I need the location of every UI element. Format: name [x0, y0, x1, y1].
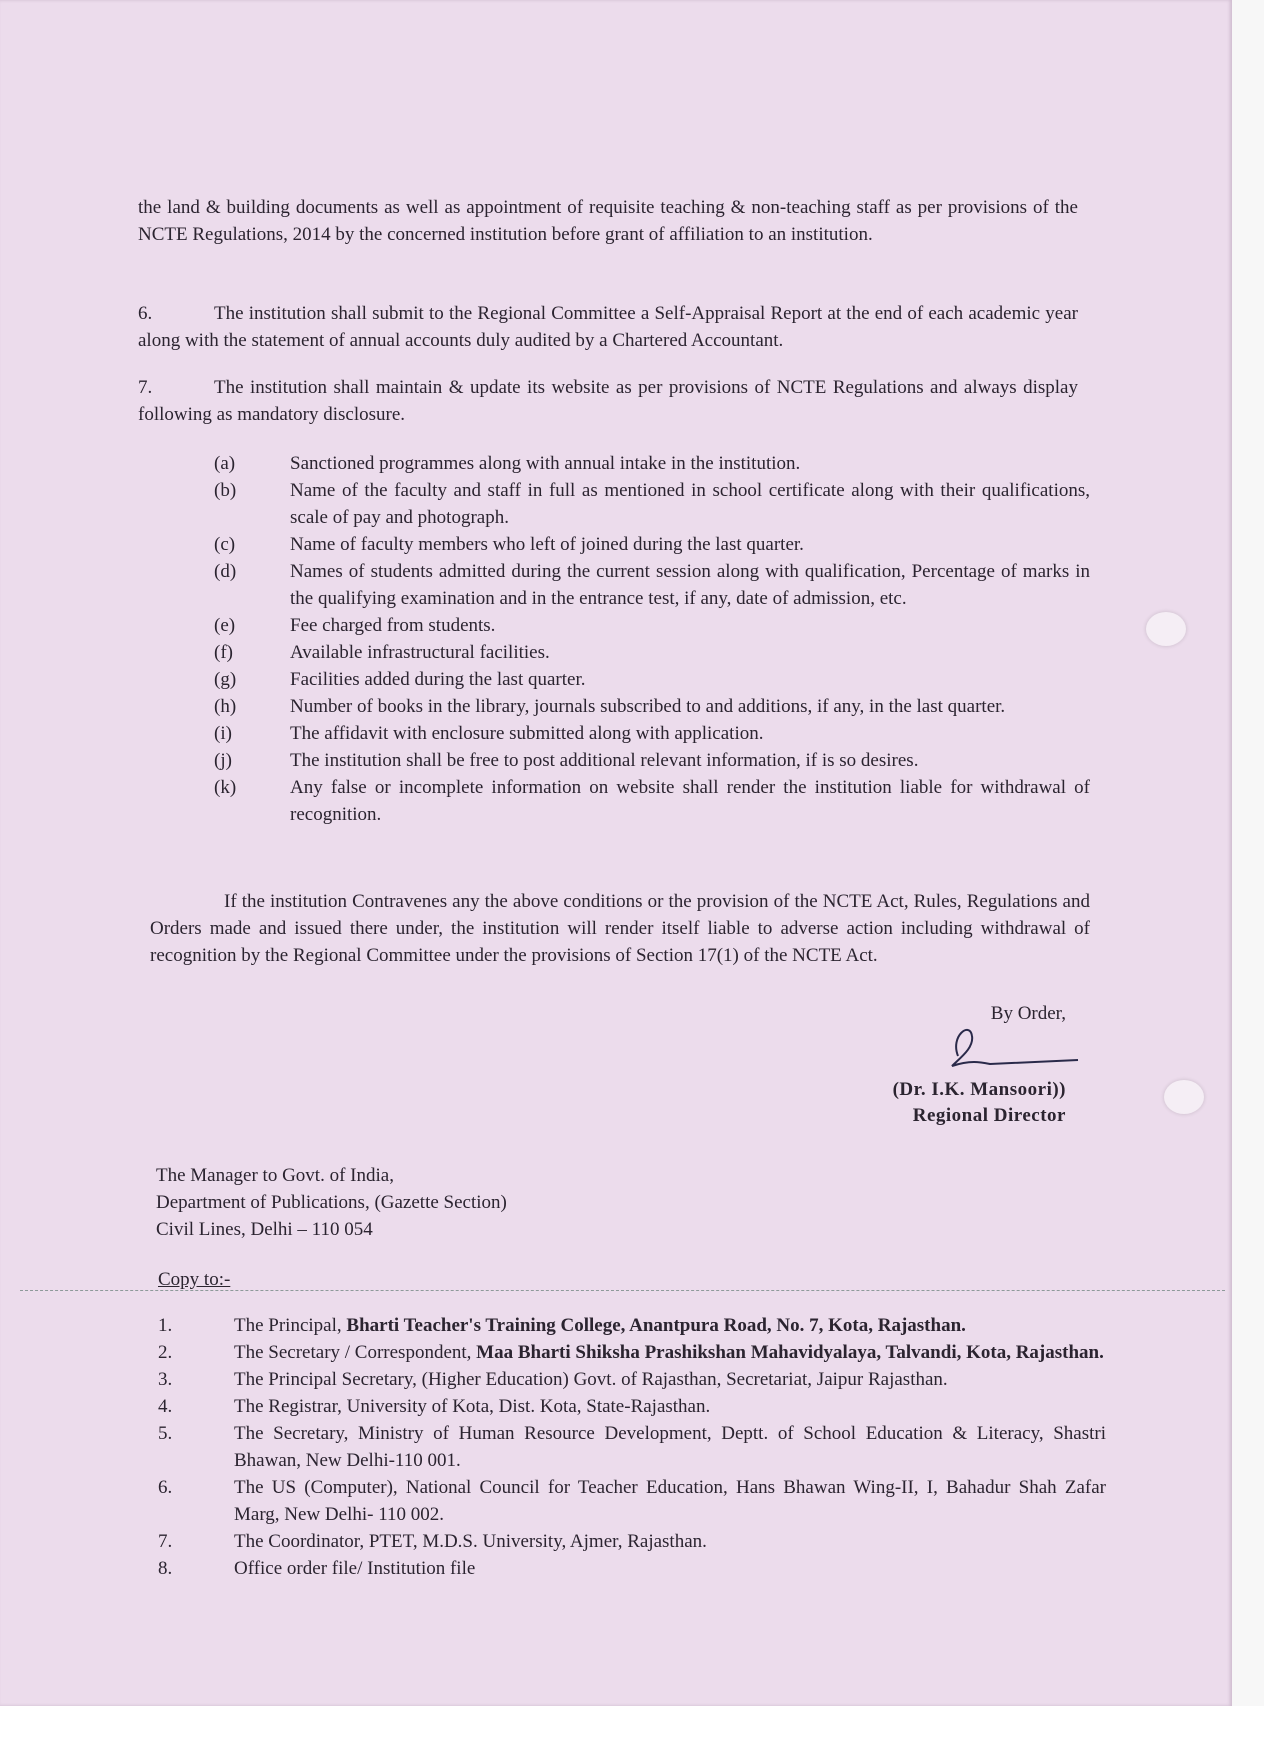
- disclosure-list: [214, 450, 1090, 828]
- paragraph-number: 7.: [138, 377, 153, 398]
- list-item: 7. The Coordinator, PTET, M.D.S. University, Ajmer, Rajasthan.: [158, 1531, 707, 1552]
- copy-to-list: [158, 1312, 1106, 1582]
- list-item: (a) Sanctioned programmes along with annual intake in the institution.: [214, 453, 801, 474]
- divider: [20, 1290, 1225, 1291]
- address-line: Civil Lines, Delhi – 110 054: [156, 1219, 373, 1240]
- list-item: (i) The affidavit with enclosure submitted along with application.: [214, 723, 764, 744]
- by-order-label: By Order,: [990, 1003, 1066, 1024]
- closing-paragraph: If the institution Contravenes any the above conditions or the provision of the NCTE Act, Rules, Regulations and Orders made and issued there under, the institution will render itself liable to adverse action including withdrawal of recognition by the Regional Committee under the provisions of Section 17(1) of the NCTE Act.: [150, 891, 1090, 966]
- signatory-designation: Regional Director: [912, 1105, 1066, 1126]
- list-item: 2. The Secretary / Correspondent, Maa Bharti Shiksha Prashikshan Mahavidyalaya, Talvandi, Kota, Rajasthan.: [158, 1342, 1104, 1363]
- list-item: (g) Facilities added during the last quarter.: [214, 669, 586, 690]
- list-item: (e) Fee charged from students.: [214, 615, 496, 636]
- list-item: (b) Name of the faculty and staff in full as mentioned in school certificate along with their qualifications, scale of pay and photograph.: [214, 480, 1090, 528]
- list-item: 6. The US (Computer), National Council for Teacher Education, Hans Bhawan Wing-II, I, Bahadur Shah Zafar Marg, New Delhi- 110 002.: [158, 1477, 1106, 1525]
- list-item: (h) Number of books in the library, journals subscribed to and additions, if any, in the last quarter.: [214, 696, 1006, 717]
- list-item: (c) Name of faculty members who left of joined during the last quarter.: [214, 534, 804, 555]
- paragraph-text: The institution shall maintain & update its website as per provisions of NCTE Regulations and always display following as mandatory disclosure.: [138, 377, 1078, 425]
- signature-mark: [940, 1016, 1080, 1076]
- list-item: 4. The Registrar, University of Kota, Dist. Kota, State-Rajasthan.: [158, 1396, 711, 1417]
- list-item: (j) The institution shall be free to post additional relevant information, if is so desires.: [214, 750, 919, 771]
- address-line: Department of Publications, (Gazette Section): [156, 1192, 507, 1213]
- continuation-paragraph: the land & building documents as well as appointment of requisite teaching & non-teaching staff as per provisions of the NCTE Regulations, 2014 by the concerned institution before grant of affiliation to an institution.: [138, 197, 1078, 245]
- paragraph-6: [138, 300, 1078, 354]
- list-item: 8. Office order file/ Institution file: [158, 1558, 476, 1579]
- paragraph-number: 6.: [138, 303, 153, 324]
- list-item: (d) Names of students admitted during the current session along with qualification, Percentage of marks in the qualifying examination and in the entrance test, if any, date of admission, etc.: [214, 561, 1090, 609]
- recipient-address: [156, 1162, 507, 1243]
- list-item: 1. The Principal, Bharti Teacher's Training College, Anantpura Road, No. 7, Kota, Rajasthan.: [158, 1315, 966, 1336]
- list-item: (f) Available infrastructural facilities.: [214, 642, 550, 663]
- copy-to-heading: Copy to:-: [158, 1269, 231, 1290]
- punch-hole: [1164, 1080, 1204, 1114]
- paragraph-7: [138, 374, 1078, 428]
- page-edge: [1232, 0, 1264, 1706]
- address-line: The Manager to Govt. of India,: [156, 1165, 394, 1186]
- punch-hole: [1146, 612, 1186, 646]
- list-item: 3. The Principal Secretary, (Higher Education) Govt. of Rajasthan, Secretariat, Jaipur Rajasthan.: [158, 1369, 948, 1390]
- paragraph-text: The institution shall submit to the Regional Committee a Self-Appraisal Report at the end of each academic year along with the statement of annual accounts duly audited by a Chartered Accountant.: [138, 303, 1078, 351]
- list-item: (k) Any false or incomplete information on website shall render the institution liable for withdrawal of recognition.: [214, 777, 1090, 825]
- list-item: 5. The Secretary, Ministry of Human Resource Development, Deptt. of School Education & Literacy, Shastri Bhawan, New Delhi-110 001.: [158, 1423, 1106, 1471]
- signatory-name: (Dr. I.K. Mansoori)): [892, 1079, 1066, 1100]
